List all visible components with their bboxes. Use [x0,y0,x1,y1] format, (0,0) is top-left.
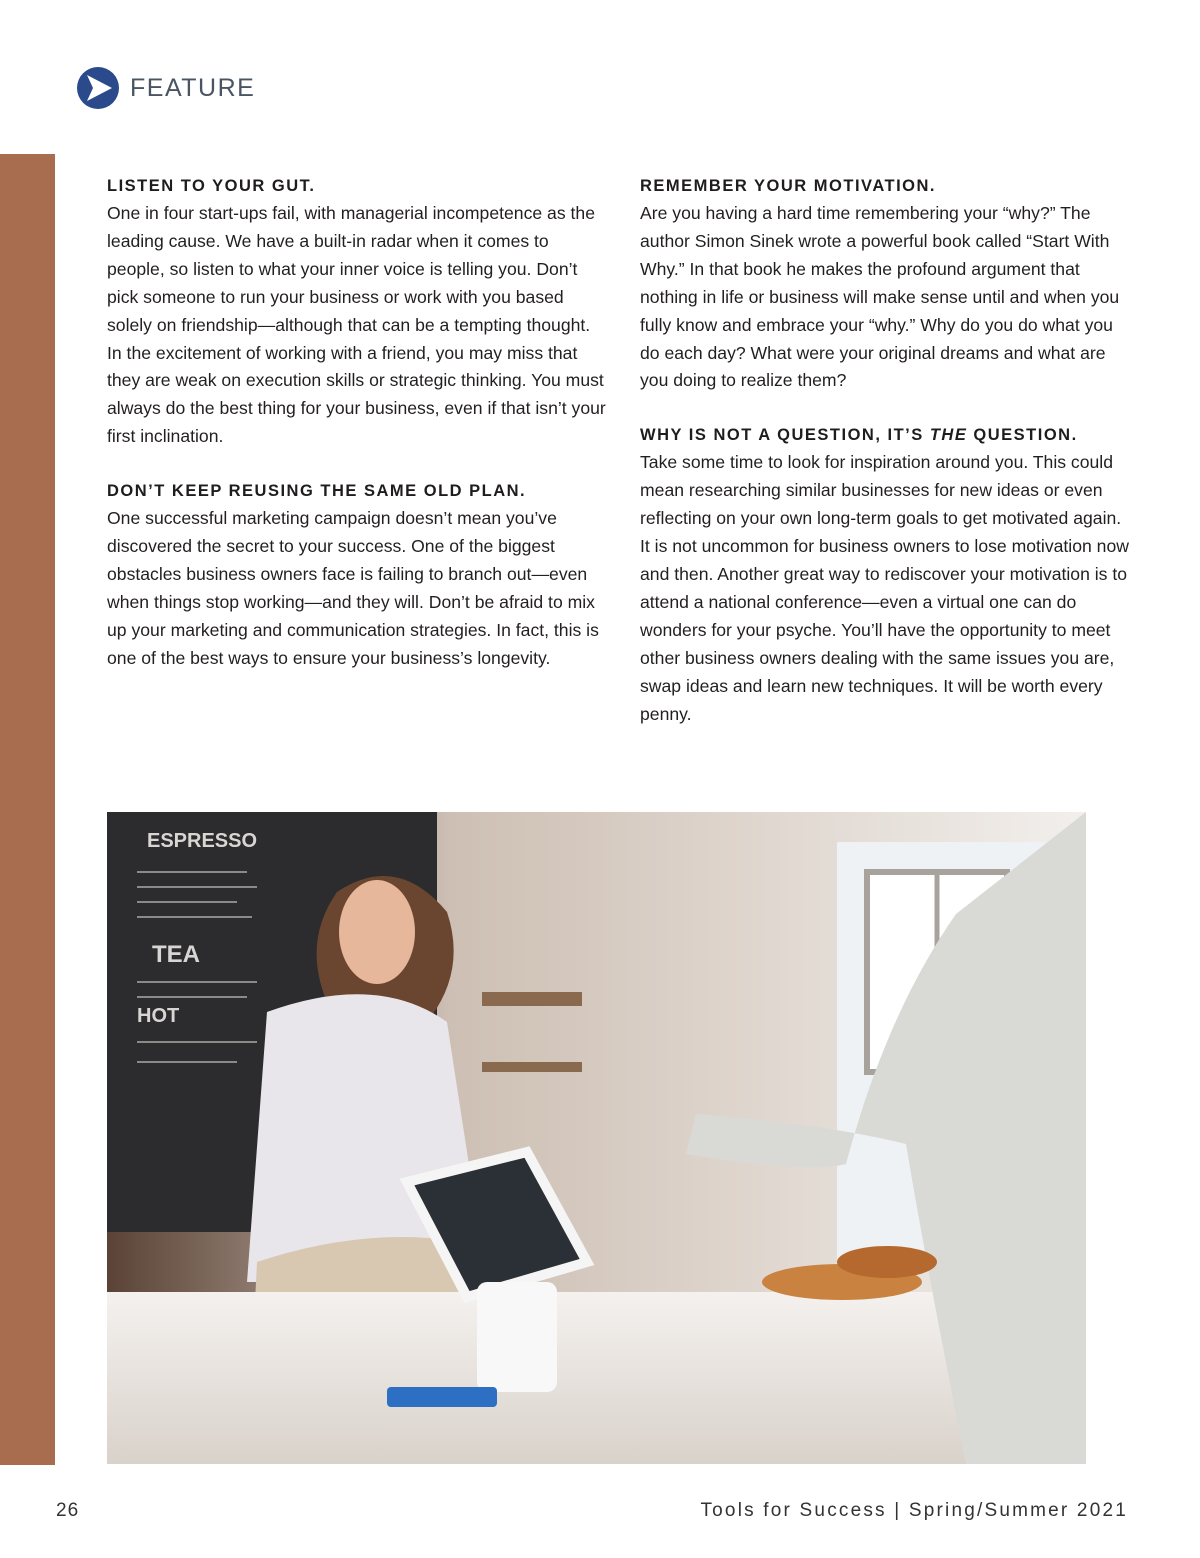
section-body-why: Take some time to look for inspiration around you. This could mean researching similar businesses for new ideas or even reflecting on your own long-term goals to get motivated again. It is not uncommon for business owners to lose motivation now and then. Another great way to rediscover your motivation is to attend a national conference—even a virtual one can do wonders for your psyche. You’ll have the opportunity to meet other business owners dealing with the same issues you are, swap ideas and learn new techniques. It will be worth every penny. [640,452,1129,724]
heading-part: WHY IS NOT A QUESTION, IT’S [640,426,930,445]
section-heading-motivation: REMEMBER YOUR MOTIVATION. [640,177,937,195]
section-heading-listen: LISTEN TO YOUR GUT. [107,177,316,195]
svg-text:TEA: TEA [152,941,200,968]
left-column [107,176,607,673]
section-heading-why [640,425,1135,445]
right-column [640,176,1135,728]
heading-emphasis: THE [929,426,968,445]
cafe-checkout-photo [107,812,1086,1464]
section-body-plan: One successful marketing campaign doesn’t mean you’ve discovered the secret to your success. One of the biggest obstacles business owners face is failing to branch out—even when things stop working—and they will. Don’t be afraid to mix up your marketing and communication strategies. In fact, this is one of the best ways to ensure your business’s longevity. [107,508,599,668]
svg-text:ESPRESSO: ESPRESSO [147,830,258,852]
page-number: 26 [56,1500,80,1521]
play-arrow-circle-icon [76,66,120,110]
section-body-listen: One in four start-ups fail, with managerial incompetence as the leading cause. We have a built-in radar when it comes to people, so listen to what your inner voice is telling you. Don’t pick someone to run your business or work with you based solely on friendship—although that can be a tempting thought. In the excitement of working with a friend, you may miss that they are weak on execution skills or strategic thinking. You must always do the best thing for your business, even if that isn’t your first inclination. [107,203,606,447]
section-label: FEATURE [130,73,256,102]
side-color-bar [0,154,55,1465]
heading-part: QUESTION. [967,426,1078,445]
svg-text:HOT: HOT [137,1005,180,1027]
section-body-motivation: Are you having a hard time remembering your “why?” The author Simon Sinek wrote a powerful book called “Start With Why.” In that book he makes the profound argument that nothing in life or business will make sense until and when you fully know and embrace your “why.” Why do you do what you do each day? What were your original dreams and what are you doing to realize them? [640,203,1120,391]
publication-footer: Tools for Success | Spring/Summer 2021 [700,1500,1128,1521]
section-badge [76,66,255,110]
section-heading-plan: DON’T KEEP REUSING THE SAME OLD PLAN. [107,482,527,501]
